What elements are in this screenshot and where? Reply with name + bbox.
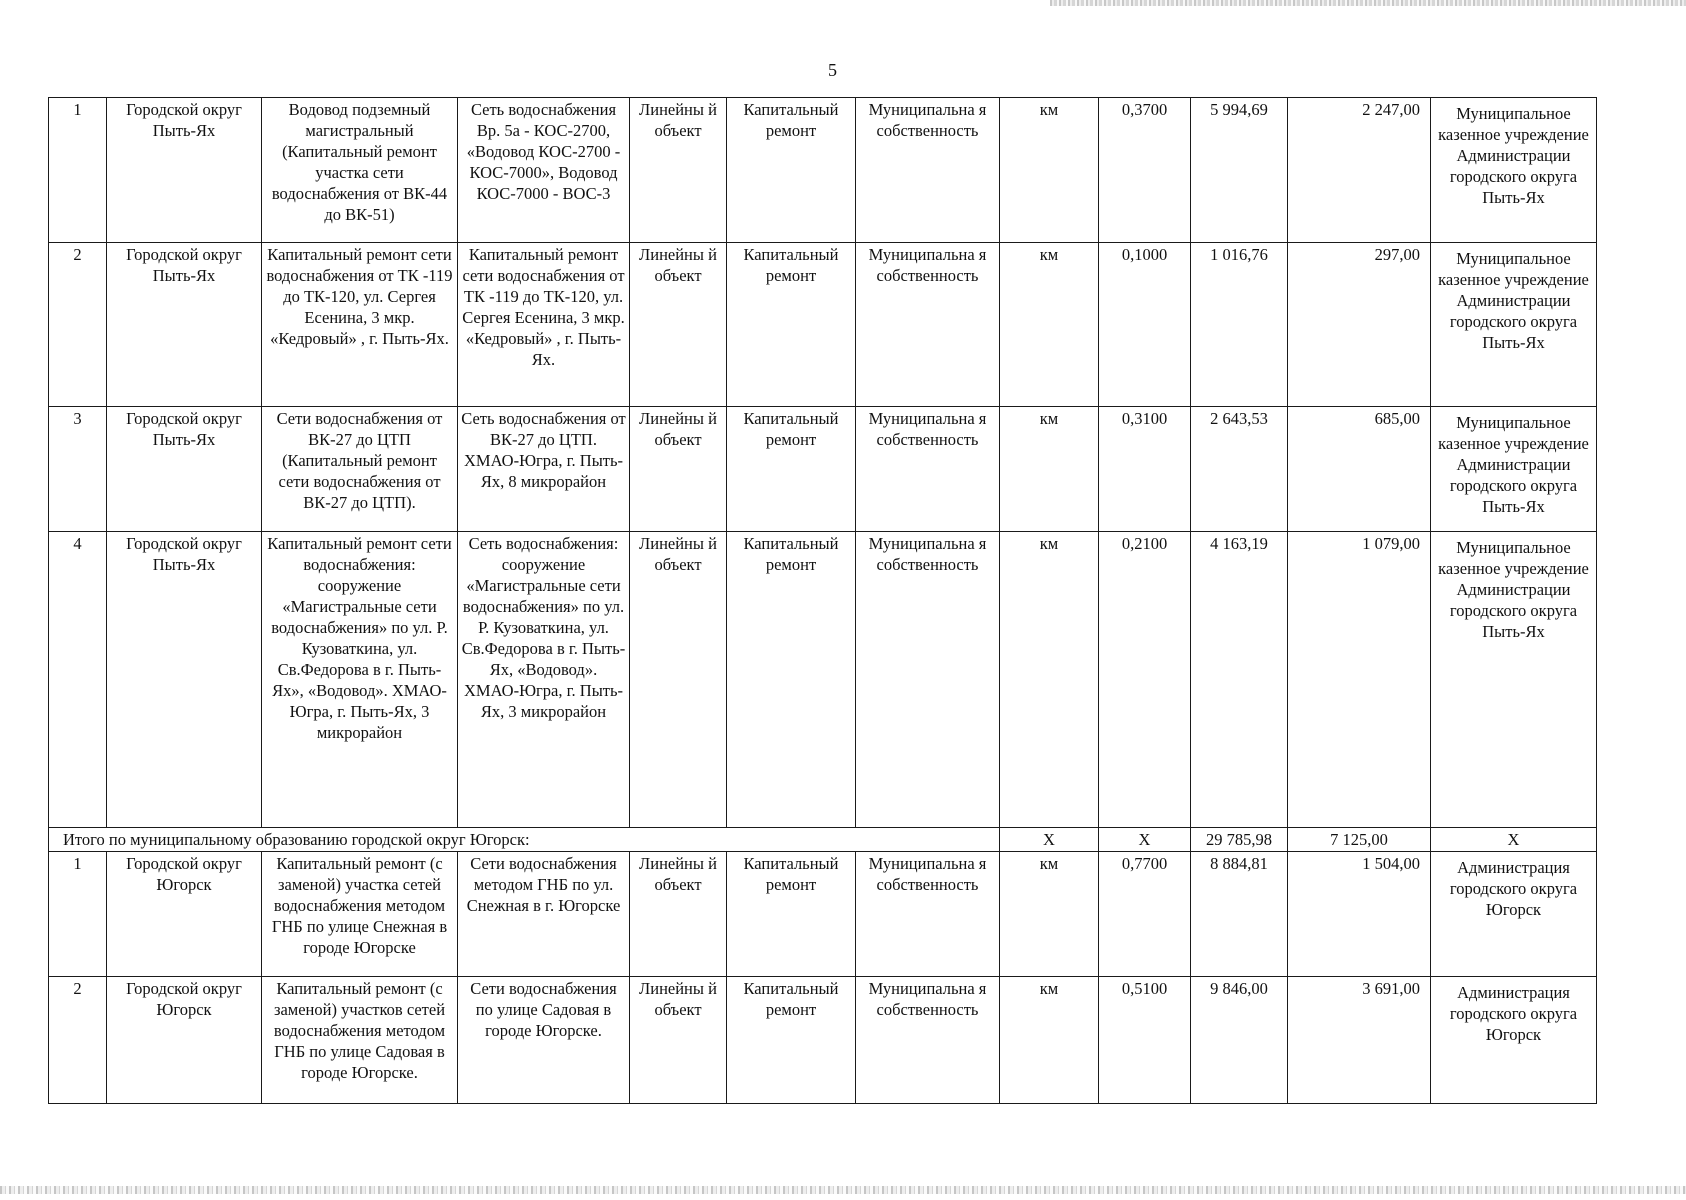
unit-cell: км bbox=[1000, 243, 1099, 407]
customer-cell bbox=[1431, 243, 1597, 407]
customer-cell bbox=[1431, 407, 1597, 532]
work-type-cell: Капитальный ремонт bbox=[727, 243, 856, 407]
object-name-cell: Капитальный ремонт (с заменой) участка сетей водоснабжения методом ГНБ по улице Снежная в городе Югорске bbox=[262, 852, 458, 977]
unit-cell: км bbox=[1000, 532, 1099, 828]
cost-budget-cell: 1 504,00 bbox=[1288, 852, 1431, 977]
cost-budget-cell: 1 079,00 bbox=[1288, 532, 1431, 828]
object-address-cell: Сеть водоснабжения от ВК-27 до ЦТП. ХМАО-Югра, г. Пыть-Ях, 8 микрорайон bbox=[458, 407, 630, 532]
cost-total-cell: 5 994,69 bbox=[1191, 98, 1288, 243]
municipality-cell: Городской округ Югорск bbox=[107, 977, 262, 1104]
page-number: 5 bbox=[828, 60, 837, 80]
customer-text: Муниципальное казенное учреждение Администрации городского округа Пыть-Ях bbox=[1438, 249, 1589, 352]
table-row bbox=[49, 243, 1597, 407]
quantity-cell: 0,3700 bbox=[1099, 98, 1191, 243]
quantity-cell: 0,5100 bbox=[1099, 977, 1191, 1104]
unit-cell: км bbox=[1000, 977, 1099, 1104]
table-row bbox=[49, 852, 1597, 977]
ownership-cell: Муниципальна я собственность bbox=[856, 407, 1000, 532]
row-number: 1 bbox=[49, 852, 107, 977]
customer-cell bbox=[1431, 977, 1597, 1104]
object-address-cell: Сеть водоснабжения Вр. 5а - КОС-2700, «Водовод КОС-2700 - КОС-7000», Водовод КОС-7000 - ВОС-3 bbox=[458, 98, 630, 243]
total-cost: 29 785,98 bbox=[1191, 828, 1288, 852]
scan-artifact-top bbox=[1050, 0, 1686, 6]
quantity-cell: 0,7700 bbox=[1099, 852, 1191, 977]
ownership-cell: Муниципальна я собственность bbox=[856, 98, 1000, 243]
customer-cell bbox=[1431, 532, 1597, 828]
object-name-cell: Капитальный ремонт сети водоснабжения: сооружение «Магистральные сети водоснабжения» по ул. Р. Кузоваткина, ул. Св.Федорова в г. Пыть-Ях», «Водовод». ХМАО-Югра, г. Пыть-Ях, 3 микрорайон bbox=[262, 532, 458, 828]
customer-text: Муниципальное казенное учреждение Администрации городского округа Пыть-Ях bbox=[1438, 413, 1589, 516]
cost-total-cell: 8 884,81 bbox=[1191, 852, 1288, 977]
cost-budget-cell: 3 691,00 bbox=[1288, 977, 1431, 1104]
work-type-cell: Капитальный ремонт bbox=[727, 852, 856, 977]
object-type-cell: Линейны й объект bbox=[630, 98, 727, 243]
table-row bbox=[49, 977, 1597, 1104]
object-type-cell: Линейны й объект bbox=[630, 532, 727, 828]
object-type-cell: Линейны й объект bbox=[630, 243, 727, 407]
total-quantity: Х bbox=[1099, 828, 1191, 852]
customer-text: Муниципальное казенное учреждение Администрации городского округа Пыть-Ях bbox=[1438, 538, 1589, 641]
customer-cell bbox=[1431, 98, 1597, 243]
customer-text: Администрация городского округа Югорск bbox=[1449, 983, 1578, 1044]
total-unit: Х bbox=[1000, 828, 1099, 852]
object-type-cell: Линейны й объект bbox=[630, 407, 727, 532]
total-budget: 7 125,00 bbox=[1288, 828, 1431, 852]
object-address-cell: Капитальный ремонт сети водоснабжения от ТК -119 до ТК-120, ул. Сергея Есенина, 3 мкр. «Кедровый» , г. Пыть-Ях. bbox=[458, 243, 630, 407]
customer-text: Администрация городского округа Югорск bbox=[1449, 858, 1578, 919]
ownership-cell: Муниципальна я собственность bbox=[856, 532, 1000, 828]
object-address-cell: Сети водоснабжения по улице Садовая в городе Югорске. bbox=[458, 977, 630, 1104]
work-type-cell: Капитальный ремонт bbox=[727, 977, 856, 1104]
row-number: 1 bbox=[49, 98, 107, 243]
quantity-cell: 0,2100 bbox=[1099, 532, 1191, 828]
scan-artifact-bottom bbox=[0, 1186, 1686, 1194]
ownership-cell: Муниципальна я собственность bbox=[856, 852, 1000, 977]
row-number: 3 bbox=[49, 407, 107, 532]
ownership-cell: Муниципальна я собственность bbox=[856, 977, 1000, 1104]
object-address-cell: Сеть водоснабжения: сооружение «Магистральные сети водоснабжения» по ул. Р. Кузоваткина, ул. Св.Федорова в г. Пыть-Ях, «Водовод». ХМАО-Югра, г. Пыть-Ях, 3 микрорайон bbox=[458, 532, 630, 828]
work-type-cell: Капитальный ремонт bbox=[727, 407, 856, 532]
object-name-cell: Сети водоснабжения от ВК-27 до ЦТП (Капитальный ремонт сети водоснабжения от ВК-27 до ЦТП). bbox=[262, 407, 458, 532]
object-name-cell: Водовод подземный магистральный (Капитальный ремонт участка сети водоснабжения от ВК-44 до ВК-51) bbox=[262, 98, 458, 243]
municipality-cell: Городской округ Пыть-Ях bbox=[107, 98, 262, 243]
cost-budget-cell: 2 247,00 bbox=[1288, 98, 1431, 243]
object-address-cell: Сети водоснабжения методом ГНБ по ул. Снежная в г. Югорске bbox=[458, 852, 630, 977]
cost-total-cell: 4 163,19 bbox=[1191, 532, 1288, 828]
customer-cell bbox=[1431, 852, 1597, 977]
table-row bbox=[49, 98, 1597, 243]
municipality-cell: Городской округ Пыть-Ях bbox=[107, 407, 262, 532]
cost-budget-cell: 297,00 bbox=[1288, 243, 1431, 407]
municipality-cell: Городской округ Пыть-Ях bbox=[107, 532, 262, 828]
object-type-cell: Линейны й объект bbox=[630, 852, 727, 977]
table-row bbox=[49, 407, 1597, 532]
row-number: 4 bbox=[49, 532, 107, 828]
municipality-cell: Городской округ Югорск bbox=[107, 852, 262, 977]
work-type-cell: Капитальный ремонт bbox=[727, 98, 856, 243]
cost-budget-cell: 685,00 bbox=[1288, 407, 1431, 532]
unit-cell: км bbox=[1000, 98, 1099, 243]
cost-total-cell: 1 016,76 bbox=[1191, 243, 1288, 407]
object-name-cell: Капитальный ремонт (с заменой) участков сетей водоснабжения методом ГНБ по улице Садовая в городе Югорске. bbox=[262, 977, 458, 1104]
row-number: 2 bbox=[49, 977, 107, 1104]
work-type-cell: Капитальный ремонт bbox=[727, 532, 856, 828]
customer-text: Муниципальное казенное учреждение Администрации городского округа Пыть-Ях bbox=[1438, 104, 1589, 207]
table-row bbox=[49, 532, 1597, 828]
total-row bbox=[49, 828, 1597, 852]
cost-total-cell: 9 846,00 bbox=[1191, 977, 1288, 1104]
ownership-cell: Муниципальна я собственность bbox=[856, 243, 1000, 407]
object-name-cell: Капитальный ремонт сети водоснабжения от ТК -119 до ТК-120, ул. Сергея Есенина, 3 мкр. «Кедровый» , г. Пыть-Ях. bbox=[262, 243, 458, 407]
row-number: 2 bbox=[49, 243, 107, 407]
cost-total-cell: 2 643,53 bbox=[1191, 407, 1288, 532]
unit-cell: км bbox=[1000, 852, 1099, 977]
total-customer: Х bbox=[1431, 828, 1597, 852]
quantity-cell: 0,3100 bbox=[1099, 407, 1191, 532]
total-label: Итого по муниципальному образованию городской округ Югорск: bbox=[49, 828, 1000, 852]
quantity-cell: 0,1000 bbox=[1099, 243, 1191, 407]
municipality-cell: Городской округ Пыть-Ях bbox=[107, 243, 262, 407]
works-table bbox=[48, 97, 1597, 1104]
object-type-cell: Линейны й объект bbox=[630, 977, 727, 1104]
unit-cell: км bbox=[1000, 407, 1099, 532]
